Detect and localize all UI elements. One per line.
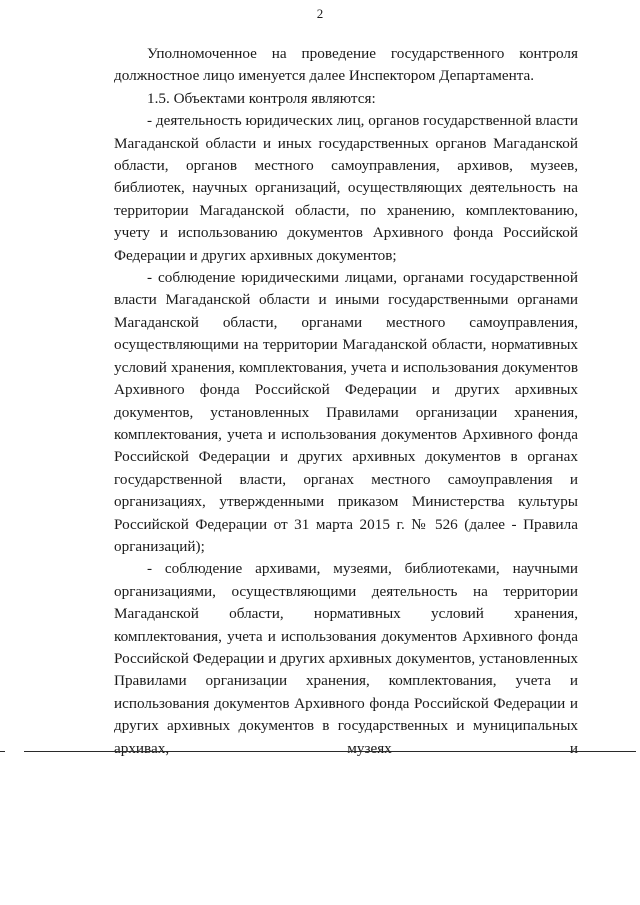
paragraph-compliance-organizations: - соблюдение юридическими лицами, органами государственной власти Магаданской области и иными государственными органами Магаданской области, органами местного самоуправления, осуществляющими на территории Магаданской области, нормативных условий хранения, комплектования, учета и использования документов Архивного фонда Российской Федерации и других архивных документов, установленных Правилами организации хранения, комплектования, учета и использования документов Архивного фонда Российской Федерации и других архивных документов в органах государственной власти, органах местного самоуправления и организациях, утвержденными приказом Министерства культуры Российской Федерации от 31 марта 2015 г. № 526 (далее - Правила организаций); [114, 269, 578, 555]
paragraph-inspector-definition: Уполномоченное на проведение государственного контроля должностное лицо именуется далее Инспектором Департамента. [114, 45, 578, 85]
edge-mark [0, 751, 5, 752]
paragraph-section-1-5: 1.5. Объектами контроля являются: [147, 89, 376, 107]
page-bottom-rule [24, 751, 636, 752]
document-body [114, 43, 578, 760]
paragraph-compliance-archives: - соблюдение архивами, музеями, библиотеками, научными организациями, осуществляющими деятельность на территории Магаданской области, нормативных условий хранения, комплектования, учета и использования документов Архивного фонда Российской Федерации и других архивных документов, установленных Правилами организации хранения, комплектования, учета и использования документов Архивного фонда Российской Федерации и других архивных документов в государственных и муниципальных архивах, музеях и [114, 560, 578, 757]
paragraph-activity-objects: - деятельность юридических лиц, органов государственной власти Магаданской области и иных государственных органов Магаданской области, органов местного самоуправления, архивов, музеев, библиотек, научных организаций, осуществляющих деятельность на территории Магаданской области, по хранению, комплектованию, учету и использованию документов Архивного фонда Российской Федерации и других архивных документов; [114, 112, 578, 264]
page-number: 2 [316, 6, 324, 21]
